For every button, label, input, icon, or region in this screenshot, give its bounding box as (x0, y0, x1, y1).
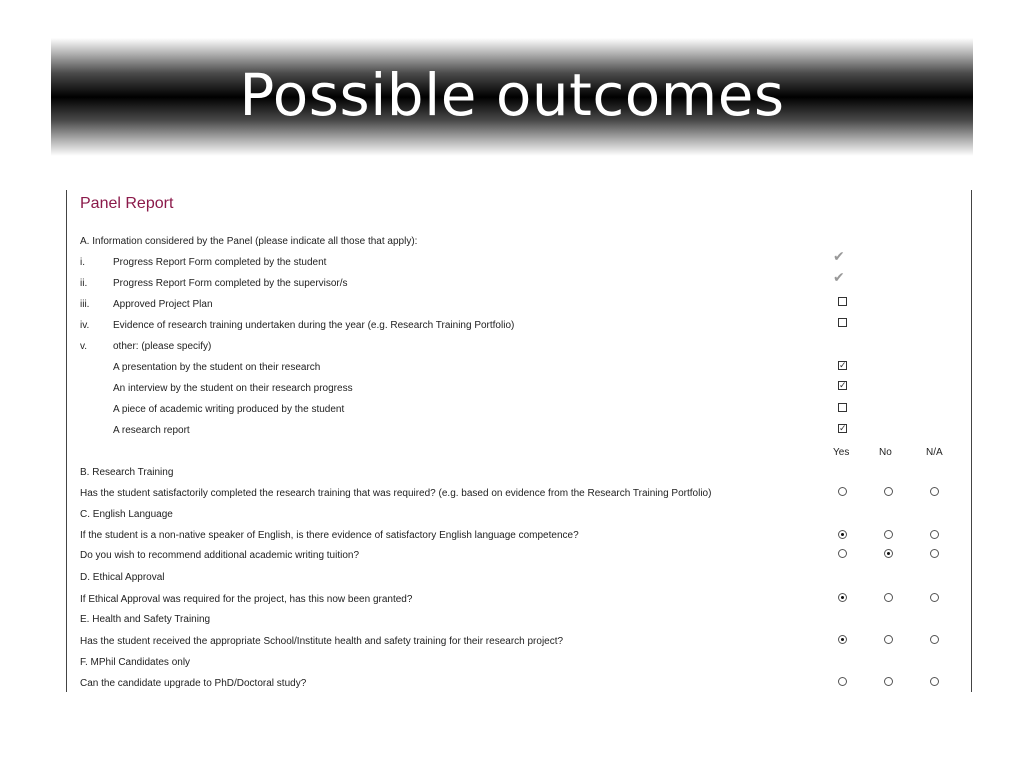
radio-yes[interactable] (838, 593, 847, 602)
checkbox-presentation[interactable]: ✓ (839, 361, 847, 371)
radio-yes[interactable] (838, 530, 847, 539)
radio-no[interactable] (884, 549, 893, 558)
radio-na[interactable] (930, 530, 939, 539)
checkbox-research-training-evidence[interactable] (838, 318, 847, 327)
radio-na[interactable] (930, 593, 939, 602)
section-f-heading: F. MPhil Candidates only (80, 657, 191, 668)
radio-yes[interactable] (838, 487, 847, 496)
radio-yes[interactable] (838, 549, 847, 558)
item-number: iii. (80, 299, 90, 310)
radio-na[interactable] (930, 487, 939, 496)
radio-na[interactable] (930, 549, 939, 558)
slide-title: Possible outcomes (239, 61, 785, 129)
radio-na[interactable] (930, 677, 939, 686)
tick-mark-icon: ✔ (833, 270, 845, 286)
tick-mark-icon: ✔ (833, 249, 845, 265)
item-number: v. (80, 341, 88, 352)
item-label: A piece of academic writing produced by the student (113, 404, 345, 415)
checkbox-academic-writing[interactable] (838, 403, 847, 412)
radio-no[interactable] (884, 635, 893, 644)
radio-na[interactable] (930, 635, 939, 644)
section-c-heading: C. English Language (80, 509, 173, 520)
radio-no[interactable] (884, 677, 893, 686)
item-label: other: (please specify) (113, 341, 212, 352)
column-na: N/A (926, 447, 943, 458)
question-health-safety: Has the student received the appropriate School/Institute health and safety training for their research project? (80, 636, 564, 647)
radio-no[interactable] (884, 487, 893, 496)
section-e-heading: E. Health and Safety Training (80, 614, 211, 625)
question-writing-tuition: Do you wish to recommend additional academic writing tuition? (80, 550, 360, 561)
question-phd-upgrade: Can the candidate upgrade to PhD/Doctoral study? (80, 678, 307, 689)
question-english-competence: If the student is a non-native speaker of English, is there evidence of satisfactory English language competence? (80, 530, 579, 541)
item-label: Approved Project Plan (113, 299, 213, 310)
radio-yes[interactable] (838, 635, 847, 644)
radio-no[interactable] (884, 530, 893, 539)
radio-no[interactable] (884, 593, 893, 602)
item-number: iv. (80, 320, 90, 331)
column-yes: Yes (833, 447, 850, 458)
item-label: Progress Report Form completed by the student (113, 257, 327, 268)
item-label: An interview by the student on their research progress (113, 383, 353, 394)
panel-title: Panel Report (80, 195, 174, 212)
question-research-training: Has the student satisfactorily completed the research training that was required? (e.g. based on evidence from the Research Training Portfolio) (80, 488, 712, 499)
question-ethical-approval: If Ethical Approval was required for the project, has this now been granted? (80, 594, 413, 605)
checkbox-approved-project-plan[interactable] (838, 297, 847, 306)
item-label: A research report (113, 425, 190, 436)
item-label: Evidence of research training undertaken during the year (e.g. Research Training Portfolio) (113, 320, 515, 331)
item-label: Progress Report Form completed by the supervisor/s (113, 278, 348, 289)
section-d-heading: D. Ethical Approval (80, 572, 165, 583)
checkbox-interview[interactable]: ✓ (839, 381, 847, 391)
column-no: No (879, 447, 892, 458)
section-b-heading: B. Research Training (80, 467, 174, 478)
item-label: A presentation by the student on their research (113, 362, 321, 373)
item-number: ii. (80, 278, 88, 289)
section-a-heading: A. Information considered by the Panel (please indicate all those that apply): (80, 236, 418, 247)
checkbox-research-report[interactable]: ✓ (839, 424, 847, 434)
item-number: i. (80, 257, 85, 268)
radio-yes[interactable] (838, 677, 847, 686)
